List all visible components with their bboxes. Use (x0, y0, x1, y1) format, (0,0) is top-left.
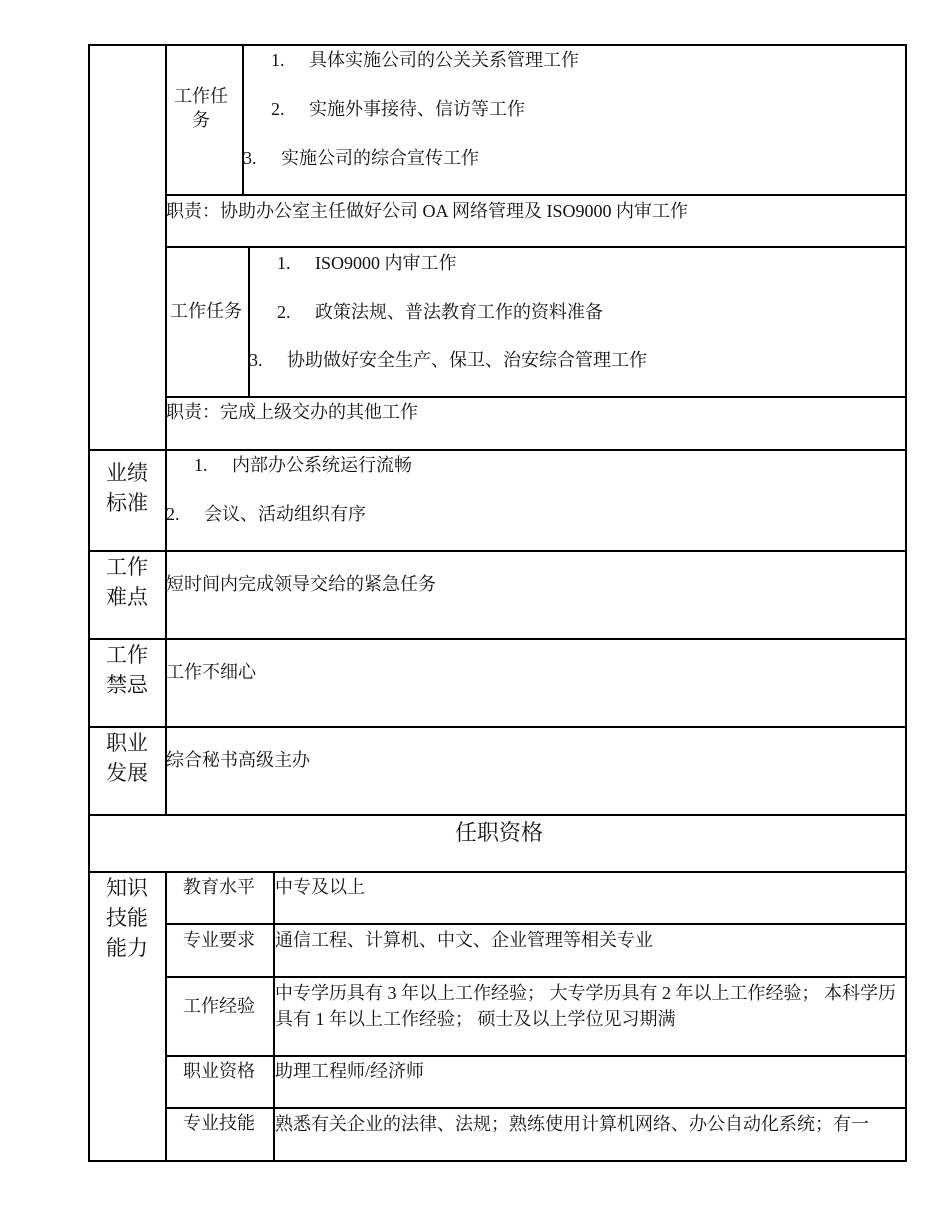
row-line (165, 976, 907, 978)
group2-task-3: 3. 协助做好安全生产、保卫、治安综合管理工作 (249, 350, 647, 370)
skill-value: 熟悉有关企业的法律、法规；熟练使用计算机网络、办公自动化系统；有一 (275, 1114, 869, 1134)
performance-item-1: 1. 内部办公系统运行流畅 (194, 455, 412, 475)
row-line (165, 1107, 907, 1109)
certificate-value: 助理工程师/经济师 (275, 1061, 425, 1081)
row-line (88, 550, 907, 552)
label-column-divider-top (165, 44, 167, 815)
taboo-label: 工作 禁忌 (106, 644, 148, 697)
group2-task-label: 工作任务 (170, 301, 242, 321)
group1-task-label: 工作任务 (174, 86, 228, 130)
group2-task-1: 1. ISO9000 内审工作 (277, 253, 457, 273)
major-value: 通信工程、计算机、中文、企业管理等相关专业 (275, 930, 653, 950)
row-line (165, 246, 907, 248)
experience-label: 工作经验 (183, 996, 255, 1016)
education-value: 中专及以上 (275, 877, 365, 897)
row-line (88, 638, 907, 640)
table-top-border (88, 44, 907, 46)
education-label: 教育水平 (183, 877, 255, 897)
row-line (165, 1055, 907, 1057)
group1-task-3: 3. 实施公司的综合宣传工作 (243, 148, 479, 168)
skill-label: 专业技能 (183, 1113, 255, 1133)
difficulty-label: 工作 难点 (106, 556, 148, 609)
group1-task-divider (242, 44, 244, 195)
table-bottom-border (88, 1160, 907, 1162)
row-line (165, 194, 907, 196)
row-line (88, 449, 907, 451)
performance-label: 业绩 标准 (106, 462, 148, 515)
row-line (165, 923, 907, 925)
major-label: 专业要求 (183, 930, 255, 950)
group2-task-divider (248, 247, 250, 398)
group2-task-2: 2. 政策法规、普法教育工作的资料准备 (277, 302, 603, 322)
experience-value: 中专学历具有 3 年以上工作经验； 大专学历具有 2 年以上工作经验； 本科学历具有 1 年以上工作经验； 硕士及以上学位见习期满 (275, 983, 896, 1029)
knowledge-label: 知识 技能 能力 (106, 877, 148, 960)
row-line (88, 871, 907, 873)
group1-task-1: 1. 具体实施公司的公关关系管理工作 (271, 50, 579, 70)
group1-task-2: 2. 实施外事接待、信访等工作 (271, 99, 525, 119)
row-line (88, 726, 907, 728)
duty-2: 职责：协助办公室主任做好公司 OA 网络管理及 ISO9000 内审工作 (166, 201, 689, 221)
row-line (165, 396, 907, 398)
qualification-title: 任职资格 (455, 820, 544, 845)
row-line (88, 814, 907, 816)
difficulty-text: 短时间内完成领导交给的紧急任务 (166, 574, 436, 594)
taboo-text: 工作不细心 (166, 662, 256, 682)
duty-3: 职责：完成上级交办的其他工作 (166, 402, 418, 422)
career-label: 职业 发展 (106, 732, 148, 785)
table-right-border (905, 44, 907, 1161)
certificate-label: 职业资格 (183, 1061, 255, 1081)
performance-item-2: 2. 会议、活动组织有序 (166, 504, 366, 524)
table-left-border (88, 44, 90, 1161)
career-text: 综合秘书高级主办 (166, 750, 310, 770)
